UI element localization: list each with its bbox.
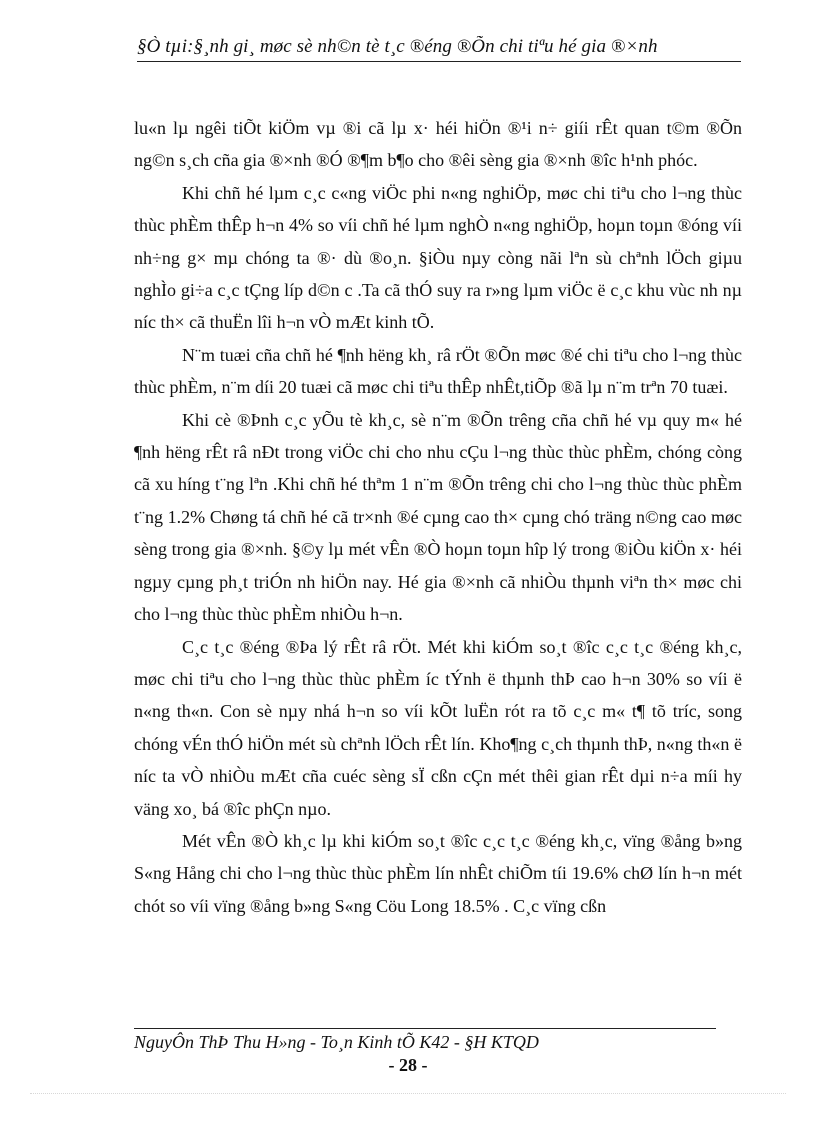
header-title: §Ò tµi:§¸nh gi¸ møc sè nh©n tè t¸c ®éng ®Õn chi tiªu hé gia ®×nh [137, 36, 658, 57]
page-bottom-border [30, 1093, 786, 1094]
paragraph-3: N¨m tuæi cña chñ hé ¶nh hëng kh¸ râ rÖt ®Õn møc ®é chi tiªu cho l¬ng thùc thùc phÈm, n¨m díi 20 tuæi cã møc chi tiªu thÊp nhÊt,tiÕp ®ã lµ n¨m trªn 70 tuæi. [134, 344, 742, 398]
footer-divider [134, 1028, 716, 1029]
paragraph-4: Khi cè ®Þnh c¸c yÕu tè kh¸c, sè n¨m ®Õn trêng cña chñ hé vµ quy m« hé ¶nh hëng rÊt râ nÐt trong viÖc chi cho nhu cÇu l¬ng thùc thùc phÈm, chóng còng cã xu híng t¨ng lªn .Khi chñ hé thªm 1 n¨m ®Õn trêng chi cho l¬ng thùc thùc phÈm t¨ng 1.2% Chøng tá chñ hé cã tr×nh ®é cµng cao th× cµng chó träng n©ng cao møc sèng trong gia ®×nh. §©y lµ mét vÊn ®Ò hoµn toµn hîp lý trong ®iÒu kiÖn x· héi ngµy cµng ph¸t triÓn nh hiÖn nay. Hé gia ®×nh cã nhiÒu thµnh viªn th× møc chi cho l¬ng thùc thùc phÈm nhiÒu h¬n. [134, 409, 742, 625]
page-number: - 28 - [388, 1055, 428, 1075]
paragraph-5: C¸c t¸c ®éng ®Þa lý rÊt râ rÖt. Mét khi kiÓm so¸t ®îc c¸c t¸c ®éng kh¸c, møc chi tiªu cho l¬ng thùc thùc phÈm íc tÝnh ë thµnh thÞ cao h¬n 30% so víi ë n«ng th«n. Con sè nµy nhá h¬n so víi kÕt luËn rót ra tõ c¸c m« t¶ tõ tríc, song chóng vÉn thÓ hiÖn mét sù chªnh lÖch rÊt lín. Kho¶ng c¸ch thµnh thÞ, n«ng th«n ë níc ta vÒ nhiÒu mÆt cña cuéc sèng sÏ cßn cÇn mét thêi gian rÊt dµi n÷a míi hy väng xo¸ bá ®îc phÇn nµo. [134, 636, 742, 819]
paragraph-6: Mét vÊn ®Ò kh¸c lµ khi kiÓm so¸t ®îc c¸c t¸c ®éng kh¸c, vïng ®ång b»ng S«ng Hång chi cho l¬ng thùc thùc phÈm lín nhÊt chiÕm tíi 19.6% chØ lín h¬n mét chót so víi vïng ®ång b»ng S«ng Cöu Long 18.5% . C¸c vïng cßn [134, 830, 742, 916]
body-text [134, 112, 742, 922]
footer-author: NguyÔn ThÞ Thu H»ng - To¸n Kinh tÕ K42 - §H KTQD [134, 1032, 539, 1052]
header-divider [137, 61, 741, 62]
paragraph-1: lu«n lµ ngêi tiÕt kiÖm vµ ®i cã lµ x· héi hiÖn ®¹i n÷ giíi rÊt quan t©m ®Õn ng©n s¸ch cña gia ®×nh ®Ó ®¶m b¶o cho ®êi sèng gia ®×nh ®îc h¹nh phóc. [134, 118, 742, 171]
paragraph-2: Khi chñ hé lµm c¸c c«ng viÖc phi n«ng nghiÖp, møc chi tiªu cho l¬ng thùc thùc phÈm thÊp h¬n 4% so víi chñ hé lµm nghÒ n«ng nghiÖp, hoµn toµn ®óng víi nh÷ng g× mµ chóng ta ®· dù ®o¸n. §iÒu nµy còng nãi lªn sù chªnh lÖch giµu nghÌo gi÷a c¸c tÇng líp d©n c .Ta cã thÓ suy ra r»ng lµm viÖc ë c¸c khu vùc nh nµ níc th× cã thuËn lîi h¬n vÒ mÆt kinh tÕ. [134, 182, 742, 333]
